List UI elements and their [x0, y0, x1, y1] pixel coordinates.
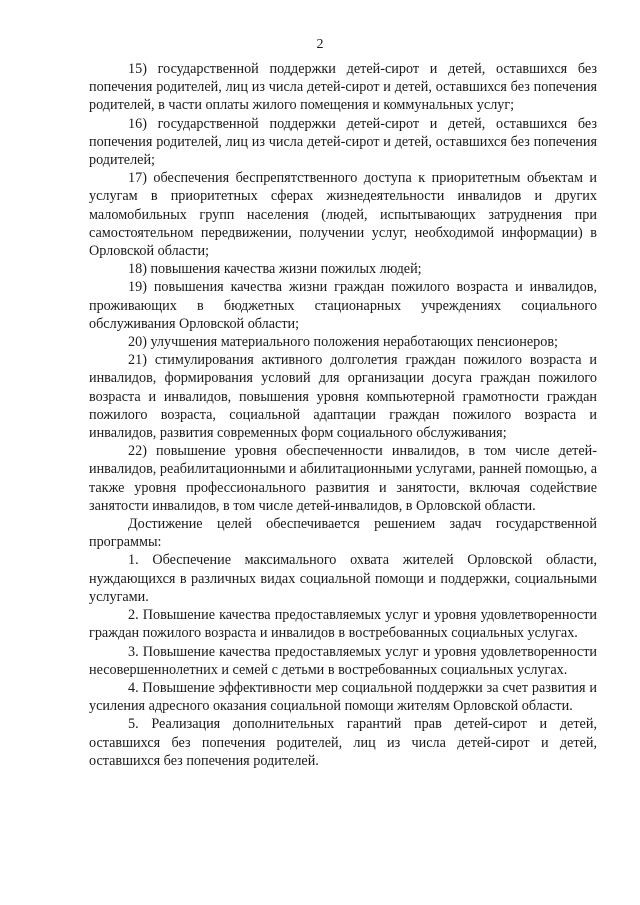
paragraph-item-20: 20) улучшения материального положения неработающих пенсионеров;	[128, 334, 558, 351]
paragraph-item-15: 15) государственной поддержки детей-сирот и детей, оставшихся без попечения родителей, лиц из числа детей-сирот и детей, оставшихся без попечения родителей, в части оплаты жилого помещения и коммунальных услуг;	[89, 61, 597, 114]
paragraph-item-19: 19) повышения качества жизни граждан пожилого возраста и инвалидов, проживающих в бюджетных стационарных учреждениях социального обслуживания Орловской области;	[89, 279, 597, 332]
page-number: 2	[316, 37, 324, 52]
paragraph-task-5: 5. Реализация дополнительных гарантий прав детей-сирот и детей, оставшихся без попечения родителей, лиц из числа детей-сирот и детей, оставшихся без попечения родителей.	[89, 716, 597, 769]
paragraph-task-2: 2. Повышение качества предоставляемых услуг и уровня удовлетворенности граждан пожилого возраста и инвалидов в востребованных социальных услугах.	[89, 607, 597, 642]
paragraph-item-18: 18) повышения качества жизни пожилых людей;	[128, 261, 422, 278]
paragraph-task-1: 1. Обеспечение максимального охвата жителей Орловской области, нуждающихся в различных видах социальной помощи и поддержки, социальными услугами.	[89, 552, 597, 605]
paragraph-item-22: 22) повышение уровня обеспеченности инвалидов, в том числе детей-инвалидов, реабилитационными и абилитационными услугами, ранней помощью, а также уровня профессионального развития и занятости, включая содействие занятости инвалидов, в том числе детей-инвалидов, в Орловской области.	[89, 443, 597, 514]
paragraph-item-17: 17) обеспечения беспрепятственного доступа к приоритетным объектам и услугам в приоритетных сферах жизнедеятельности инвалидов и других маломобильных групп населения (людей, испытывающих затруднения при самостоятельном передвижении, получении услуг, необходимой информации) в Орловской области;	[89, 170, 597, 260]
paragraph-item-16: 16) государственной поддержки детей-сирот и детей, оставшихся без попечения родителей, лиц из числа детей-сирот и детей, оставшихся без попечения родителей;	[89, 115, 597, 169]
paragraph-task-3: 3. Повышение качества предоставляемых услуг и уровня удовлетворенности несовершеннолетних и семей с детьми в востребованных социальных услугах.	[89, 643, 597, 678]
paragraph-item-21: 21) стимулирования активного долголетия граждан пожилого возраста и инвалидов, формирования условий для организации досуга граждан пожилого возраста и инвалидов, повышения уровня компьютерной грамотности граждан пожилого возраста, социальной адаптации граждан пожилого возраста и инвалидов, развития современных форм социального обслуживания;	[89, 352, 597, 442]
paragraph-task-4: 4. Повышение эффективности мер социальной поддержки за счет развития и усиления адресного оказания социальной помощи жителям Орловской области.	[89, 679, 597, 715]
document-body	[89, 60, 597, 770]
paragraph-tasks-intro: Достижение целей обеспечивается решением задач государственной программы:	[89, 516, 597, 551]
